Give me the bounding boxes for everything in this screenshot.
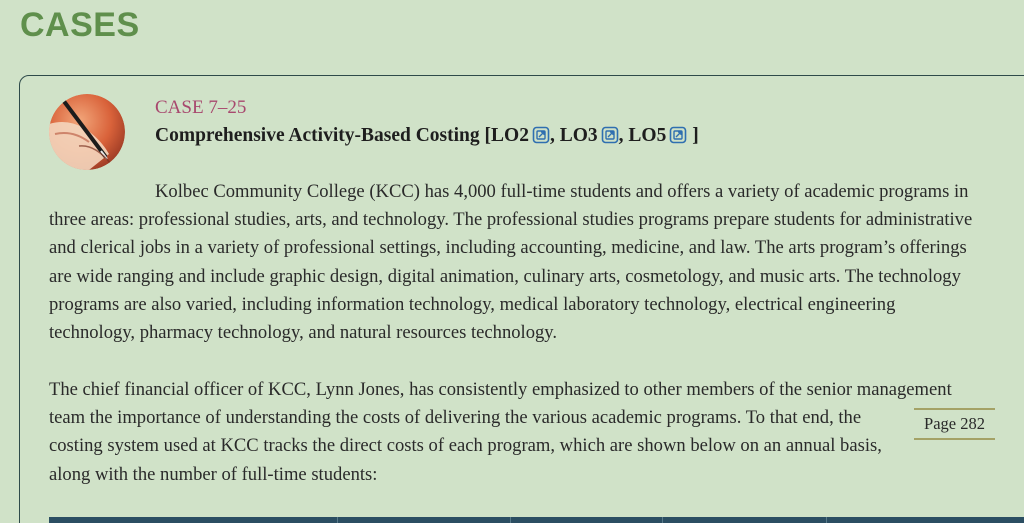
lo3-link-label: LO3 xyxy=(559,125,598,146)
lo5-link-label: LO5 xyxy=(628,125,667,146)
table-column-divider xyxy=(337,517,338,523)
case-title xyxy=(155,125,699,147)
case-title-text: Comprehensive Activity-Based Costing [ xyxy=(155,125,492,146)
lo2-link-label: LO2 xyxy=(491,125,529,146)
paragraph-line: three areas: professional studies, arts, and technology. The professional studies programs prepare students for administrative xyxy=(49,209,973,231)
paragraph-line: and clerical jobs in a variety of professional settings, including accounting, medicine, and law. The arts program’s offerings xyxy=(49,237,967,259)
section-title: CASES xyxy=(20,6,140,44)
table-column-divider xyxy=(662,517,663,523)
paragraph-line: programs are also varied, including information technology, medical laboratory technology, electrical engineering xyxy=(49,293,896,315)
paragraph-cfo xyxy=(49,376,952,489)
table-header-bar xyxy=(49,517,1024,523)
paragraph-line: technology, pharmacy technology, and natural resources technology. xyxy=(49,322,558,344)
external-link-icon xyxy=(601,126,619,144)
link-separator: , xyxy=(618,125,629,146)
table-column-divider xyxy=(510,517,511,523)
link-separator: , xyxy=(549,125,560,146)
lo3-link[interactable] xyxy=(560,125,619,146)
paragraph-line: The chief financial officer of KCC, Lynn Jones, has consistently emphasized to other members of the senior management xyxy=(49,379,952,400)
external-link-icon xyxy=(669,126,687,144)
link-separator: ] xyxy=(687,125,699,146)
lo2-link[interactable] xyxy=(491,125,550,146)
paragraph-line: costing system used at KCC tracks the direct costs of each program, which are shown below on an annual basis, xyxy=(49,435,882,457)
writing-hand-pen-icon xyxy=(49,94,125,170)
case-number: CASE 7–25 xyxy=(155,97,247,118)
table-column-divider xyxy=(826,517,827,523)
paragraph-line: team the importance of understanding the costs of delivering the various academic programs. To that end, the xyxy=(49,407,862,429)
page-marker: Page 282 xyxy=(914,408,995,440)
lo5-link[interactable] xyxy=(628,125,687,146)
external-link-icon xyxy=(532,126,550,144)
paragraph-line: are wide ranging and include graphic design, digital animation, culinary arts, cosmetology, and music arts. The technology xyxy=(49,265,961,287)
paragraph-line: Kolbec Community College (KCC) has 4,000 full-time students and offers a variety of academic programs in xyxy=(155,181,969,202)
paragraph-intro xyxy=(49,178,972,347)
paragraph-line: along with the number of full-time students: xyxy=(49,463,378,485)
